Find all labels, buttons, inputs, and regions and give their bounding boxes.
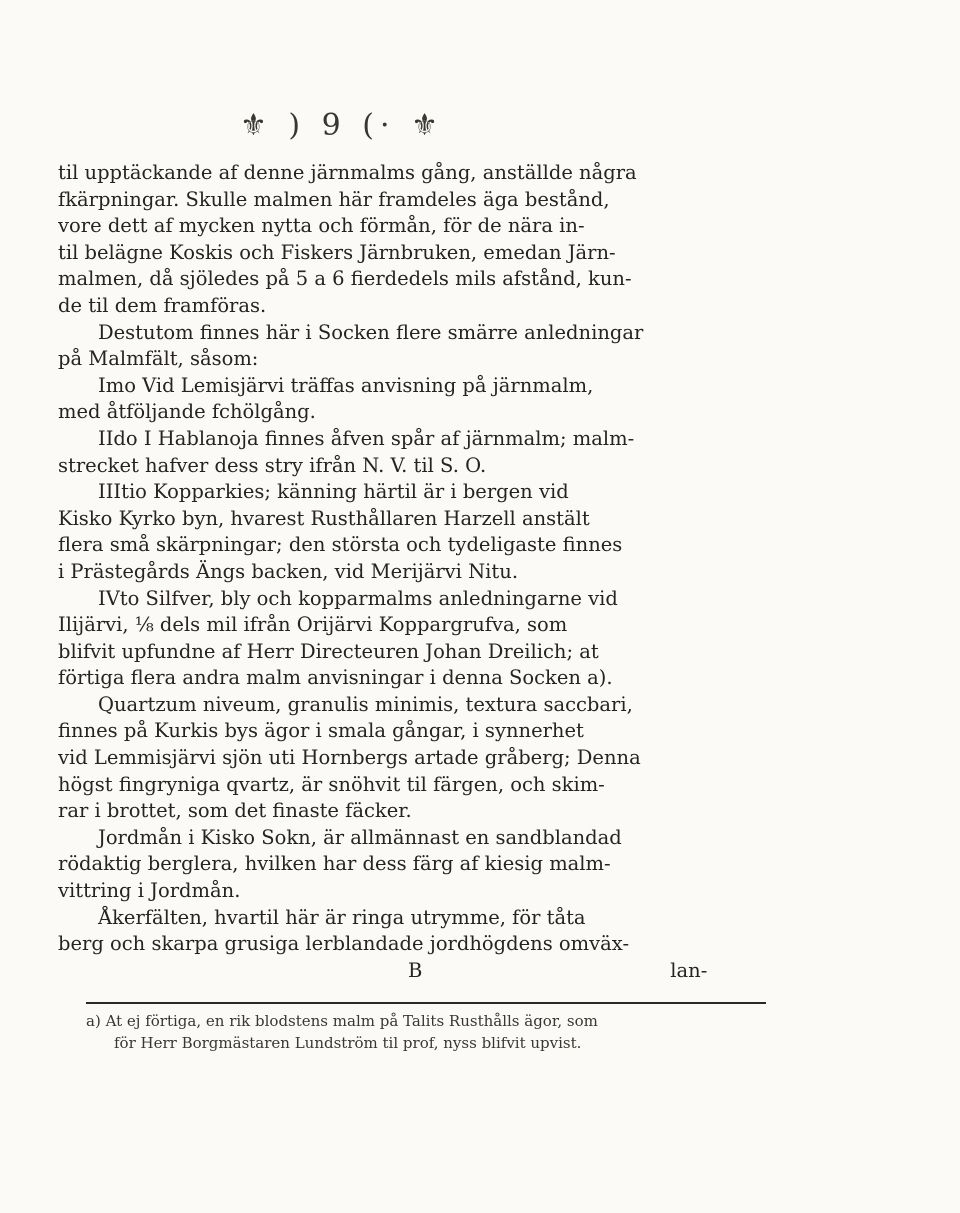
footnote [86,1010,786,1054]
footnote-line: för Herr Borgmästaren Lundström til prof, nyss blifvit upvist. [114,1034,582,1052]
footnote-rule [86,1002,766,1004]
text-line: vore dett af mycken nytta och förmån, för de nära in- [58,214,585,238]
text-line: på Malmfält, såsom: [58,347,259,371]
footnote-line: a) At ej förtiga, en rik blodstens malm på Talits Rusthålls ägor, som [86,1012,598,1030]
text-line: de til dem framföras. [58,293,267,317]
text-line: blifvit upfundne af Herr Directeuren Johan Dreilich; at [58,639,599,663]
text-line: flera små skärpningar; den största och tydeligaste finnes [58,533,623,557]
text-line: malmen, då sjöledes på 5 a 6 fierdedels mils afstånd, kun- [58,267,632,291]
body-text [58,160,770,984]
text-line: fkärpningar. Skulle malmen här framdeles äga bestånd, [58,187,610,211]
text-line: Quartzum niveum, granulis minimis, textura saccbari, [98,692,633,716]
text-line: IIItio Kopparkies; känning härtil är i bergen vid [98,480,569,504]
text-line: til belägne Koskis och Fiskers Järnbruken, emedan Järn- [58,240,616,264]
text-line: Ilijärvi, ⅛ dels mil ifrån Orijärvi Koppargrufva, som [58,613,568,637]
text-line: Åkerfälten, hvartil här är ringa utrymme, för tåta [98,905,586,929]
text-line: förtiga flera andra malm anvisningar i denna Socken a). [58,666,613,690]
text-line: vittring i Jordmån. [58,879,241,903]
text-line: til upptäckande af denne järnmalms gång, anställde några [58,161,637,184]
text-line: berg och skarpa grusiga lerblandade jordhögdens omväx- [58,932,630,956]
signature-catchword-line: B lan- [408,958,708,982]
text-line: IVto Silfver, bly och kopparmalms anledningarne vid [98,586,618,610]
text-line: IIdo I Hablanoja finnes åfven spår af järnmalm; malm- [98,426,635,450]
text-line: Jordmån i Kisko Sokn, är allmännast en sandblandad [98,825,622,849]
text-line: rödaktig berglera, hvilken har dess färg af kiesig malm- [58,852,611,876]
text-line: Destutom finnes här i Socken flere smärre anledningar [98,320,644,344]
text-line: i Prästegårds Ängs backen, vid Merijärvi Nitu. [58,559,519,583]
page-header-ornament: ⚜ ) 9 (· ⚜ [240,108,444,143]
text-line: rar i brottet, som det finaste fäcker. [58,799,412,823]
text-line: högst fingryniga qvartz, är snöhvit til färgen, och skim- [58,772,605,796]
text-line: finnes på Kurkis bys ägor i smala gångar, i synnerhet [58,719,584,743]
text-line: Imo Vid Lemisjärvi träffas anvisning på järnmalm, [98,373,594,397]
text-line: vid Lemmisjärvi sjön uti Hornbergs artade gråberg; Denna [58,746,641,770]
text-line: Kisko Kyrko byn, hvarest Rusthållaren Harzell anstält [58,506,590,530]
text-line: strecket hafver dess stry ifrån N. V. til S. O. [58,453,487,477]
text-line: med åtföljande fchölgång. [58,400,316,424]
